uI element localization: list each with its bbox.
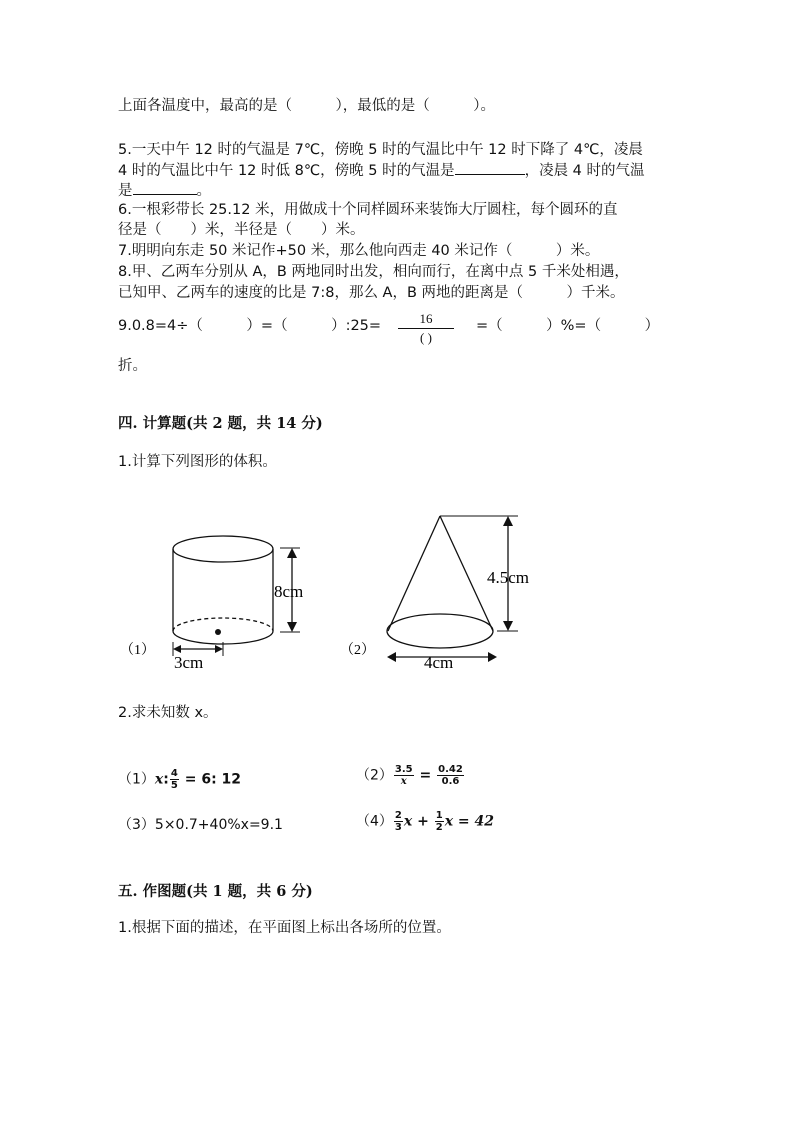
figure-2-label: （2） <box>340 643 375 658</box>
fraction-numerator: 1 <box>435 810 443 821</box>
colon: : <box>163 771 169 788</box>
cylinder-center-dot <box>215 629 221 635</box>
arrowhead <box>173 645 181 653</box>
fraction-numerator: 2 <box>394 810 402 821</box>
section-4-title: 四. 计算题(共 2 题，共 14 分) <box>118 415 323 432</box>
cylinder-bottom-back <box>173 618 273 631</box>
section-4-question-2: 2.求未知数 x。 <box>118 705 218 721</box>
equation-label: （1） <box>118 771 155 788</box>
question-6-line-1: 6.一根彩带长 25.12 米，用做成十个同样圆环来装饰大厅圆柱，每个圆环的直 <box>118 202 618 218</box>
arrowhead <box>287 622 297 632</box>
question-7: 7.明明向东走 50 米记作+50 米，那么他向西走 40 米记作（ ）米。 <box>118 243 600 259</box>
arrowhead <box>287 548 297 558</box>
arrowhead <box>503 621 513 631</box>
section-5-question-1: 1.根据下面的描述，在平面图上标出各场所的位置。 <box>118 920 451 936</box>
equation-label: （4） <box>356 813 393 830</box>
figure-1-label: （1） <box>120 643 155 658</box>
equation-rest: = 6: 12 <box>179 771 242 788</box>
equals-sign: = <box>414 767 437 784</box>
question-5-text: 是 <box>118 183 133 199</box>
question-5-text: 4 时的气温比中午 12 时低 8℃，傍晚 5 时的气温是 <box>118 163 455 179</box>
arrowhead <box>488 652 497 662</box>
fraction <box>394 764 414 787</box>
fraction-numerator: 0.42 <box>438 764 463 775</box>
fraction <box>437 764 464 787</box>
section-5-title: 五. 作图题(共 1 题，共 6 分) <box>118 883 313 900</box>
fraction-denominator: 2 <box>435 822 443 833</box>
equation-4 <box>356 810 494 833</box>
equation-term: x + <box>403 813 434 830</box>
question-9-end: =（ ）%=（ ） <box>476 318 660 334</box>
fraction-denominator: x <box>400 776 407 787</box>
cone-diameter-label: 4cm <box>424 653 454 672</box>
cone-height-label: 4.5cm <box>487 568 530 587</box>
question-8-line-2: 已知甲、乙两车的速度的比是 7:8，那么 A，B 两地的距离是（ ）千米。 <box>118 285 625 301</box>
fraction <box>394 810 403 833</box>
equation-2 <box>356 764 465 787</box>
cone-figure <box>340 516 529 672</box>
fraction-numerator: 16 <box>419 311 433 326</box>
question-5-line-1: 5.一天中午 12 时的气温是 7℃，傍晚 5 时的气温比中午 12 时下降了 4℃，凌晨 <box>118 142 643 158</box>
variable-x: x <box>154 771 164 788</box>
question-8-line-1: 8.甲、乙两车分别从 A，B 两地同时出发，相向而行，在离中点 5 千米处相遇， <box>118 264 629 280</box>
cylinder-height-label: 8cm <box>274 582 304 601</box>
fraction <box>435 810 444 833</box>
arrowhead <box>387 652 396 662</box>
equation-1 <box>118 768 241 791</box>
fraction-denominator: 5 <box>170 780 178 791</box>
question-5-text-end: 。 <box>196 183 211 199</box>
cylinder-top-ellipse <box>173 536 273 562</box>
question-9-last: 折。 <box>118 358 147 374</box>
fraction-numerator: 4 <box>170 768 178 779</box>
question-5-text-end: ，凌晨 4 时的气温 <box>524 163 645 179</box>
equation-3: （3）5×0.7+40%x=9.1 <box>118 817 283 833</box>
fraction-denominator: 3 <box>394 822 402 833</box>
cylinder-figure <box>120 536 303 672</box>
section-4-question-1: 1.计算下列图形的体积。 <box>118 454 277 470</box>
question-9-start: 9.0.8=4÷（ ）=（ ）:25= <box>118 318 382 334</box>
fraction-numerator: 3.5 <box>394 764 413 775</box>
cone-base-ellipse <box>387 614 493 648</box>
arrowhead <box>503 516 513 526</box>
fraction <box>170 768 179 791</box>
cylinder-radius-label: 3cm <box>174 653 204 672</box>
equation-label: （2） <box>356 767 393 784</box>
question-6-line-2: 径是（ ）米，半径是（ ）米。 <box>118 222 365 238</box>
fraction-denominator: 0.6 <box>441 776 460 787</box>
equation-term: x = 42 <box>444 813 494 830</box>
fraction-denominator: ( ) <box>420 330 432 345</box>
arrowhead <box>215 645 223 653</box>
temperature-question-tail: 上面各温度中，最高的是（ ），最低的是（ ）。 <box>118 98 495 114</box>
